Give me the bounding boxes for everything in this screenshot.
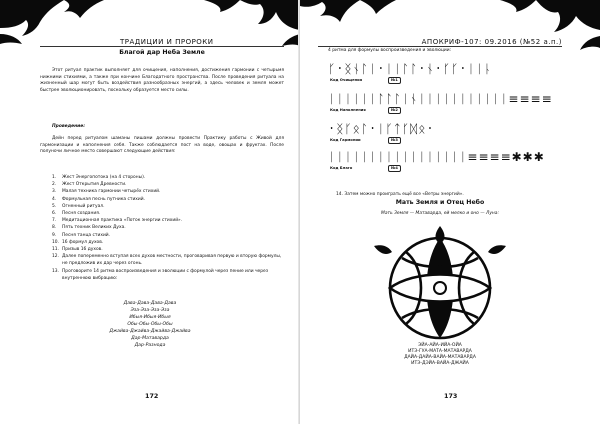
chant-line: Дар-Разнода: [134, 343, 166, 348]
header-rule: [318, 46, 562, 47]
formula-glyph-row: ᚴ᛫ᛝᚾᛚᛁ᛫ᛁᛁᛚᛚ᛫ᚾ᛫ᚴᚴ᛫ᛁᛁᚿ: [328, 62, 493, 76]
right-page: [300, 0, 600, 424]
subtitle-2: Мать Земля — Матаварда, ей мелко и оно — Луна:: [381, 211, 499, 216]
formula-code-label: Код Наполнения: [330, 108, 366, 112]
formula-code-label: Код Благо: [330, 166, 353, 170]
formula-code-label: Код Гармонии: [330, 138, 361, 142]
list-item: 5. Огненный ритуал.: [52, 203, 105, 209]
procedure-paragraph: Дейн перед ритуалом шаманы пишами должны провести Практику работы с Живой для гармонизации и наполнения себя. Также соблюдается пост на воде, овощах и фруктах. После полуночи личное место совершают следующие действия:: [40, 136, 284, 155]
caption-line: ИТЭ-ГУА-МАТА-МАТАВАРДА: [408, 349, 472, 354]
page-number-left: 172: [145, 392, 159, 400]
chant-line: Ибыя-Ибыя-Ибыя: [129, 315, 171, 320]
running-head-left: ТРАДИЦИИ И ПРОРОКИ: [120, 38, 214, 46]
list-item: 2. Жест Открытия Древности.: [52, 182, 127, 188]
formula-glyph-row: ᛁᛁᛁᛁᛁᛁᛚᛚᛚᛁᚾᛁᛁᛁᛁᛁᛁᛁᛁᛁᛁᛁ≡≡≡≡: [328, 92, 553, 106]
formula-number-badge: №1: [388, 77, 401, 84]
formula-glyph-row: ᛁᛁᛁᛁᛁᛁᛁᛁᛁᛁᛁᛁᛁᛁᛁᛁᛁ≡≡≡≡✱✱✱: [328, 150, 545, 164]
chant-line: Дава-Дава-Дава-Дава: [123, 301, 177, 306]
section-title: Благой дар Неба Земле: [119, 49, 205, 56]
list-item: 1. Жест Энергопотока (на 4 стороны).: [52, 175, 146, 180]
list-item: 9. Песня танца стихий.: [52, 232, 111, 238]
page-number-right: 173: [444, 392, 458, 400]
chant-line: Эза-Эза-Эза-Эза: [130, 308, 170, 313]
intro-paragraph: Этот ритуал практик выполняет для очищения, наполнения, достижения гармонии с четырьмя нижними стихиями, а также при кончине Благодатного пространства. После проведения ритуала на жизненный шар могут быть воздействия разнообразных энергий, а здесь человек и земля может быстрее эволюционировать, поскольку образуется место силы.: [40, 68, 284, 93]
list-item: 8. Пять техник Великих Духа.: [52, 225, 126, 231]
formula-glyph-row: ᛫ᛝᚴᛟᛚ᛫ᛁᚴᛏᚴᛞᛟ᛫: [328, 122, 435, 136]
chant-line: Джайва-Джайва-Джайва-Джайва: [109, 329, 191, 334]
chant-line: Дар-Матаварда: [131, 336, 169, 341]
steps-list: [52, 174, 282, 282]
chant-block: [60, 300, 240, 349]
list-item: 3. Малая техника гармонии четырёх стихий.: [52, 189, 161, 195]
running-head-right: АПОКРИФ-107: 09.2016 (№52 а.п.): [421, 38, 562, 46]
list-item: 4. Формульная песнь путника стихий.: [52, 196, 146, 202]
mandala-symbol: [390, 238, 490, 338]
list-item: 6. Песня создания.: [52, 211, 101, 217]
list-item: 7. Медитационная практика «Поток энергии стихий».: [52, 218, 183, 224]
list-item: 10. 16 формул духов.: [52, 239, 104, 245]
caption-line: ИТЭ-ДЭЙА-ВАЙА-ДЖАЙА: [411, 361, 469, 366]
formula-number-badge: №2: [388, 107, 401, 114]
step-14: 14. Затем можно проиграть ещё все «Ветры энергий».: [336, 192, 464, 197]
formula-number-badge: №3: [388, 137, 401, 144]
header-rule: [40, 46, 284, 47]
mantra-caption: [318, 343, 562, 367]
list-item: 13. Проговорите 14 ритма воспроизведения и эволюции с формулой через пение или через внутреннюю вибрацию:: [52, 268, 269, 281]
list-item: 12. Далее попеременно вступая всех духов местности, проговаривая первую и вторую формулы, не предложив их дар через огонь.: [52, 254, 282, 267]
section-title-2: Мать Земля и Отец Небо: [395, 199, 485, 206]
caption-line: ЭЙА-АЙА-ИЙА-ОЙА: [418, 343, 462, 348]
formula-number-badge: №4: [388, 165, 401, 172]
procedure-subheading: Проведение:: [52, 124, 85, 129]
caption-line: ДАЙА-ДАЙА-ВАЙА-МАТАВАРДА: [404, 355, 476, 360]
formula-code-label: Код Очищения: [330, 78, 363, 82]
list-item: 11. Призыв 16 духов.: [52, 247, 103, 253]
formula-intro: 4 ритма для формулы воспроизведения и эволюции:: [328, 48, 452, 53]
mandala-diagram: [350, 224, 530, 340]
chant-line: Обы-Обы-Обы-Обы: [127, 322, 173, 327]
